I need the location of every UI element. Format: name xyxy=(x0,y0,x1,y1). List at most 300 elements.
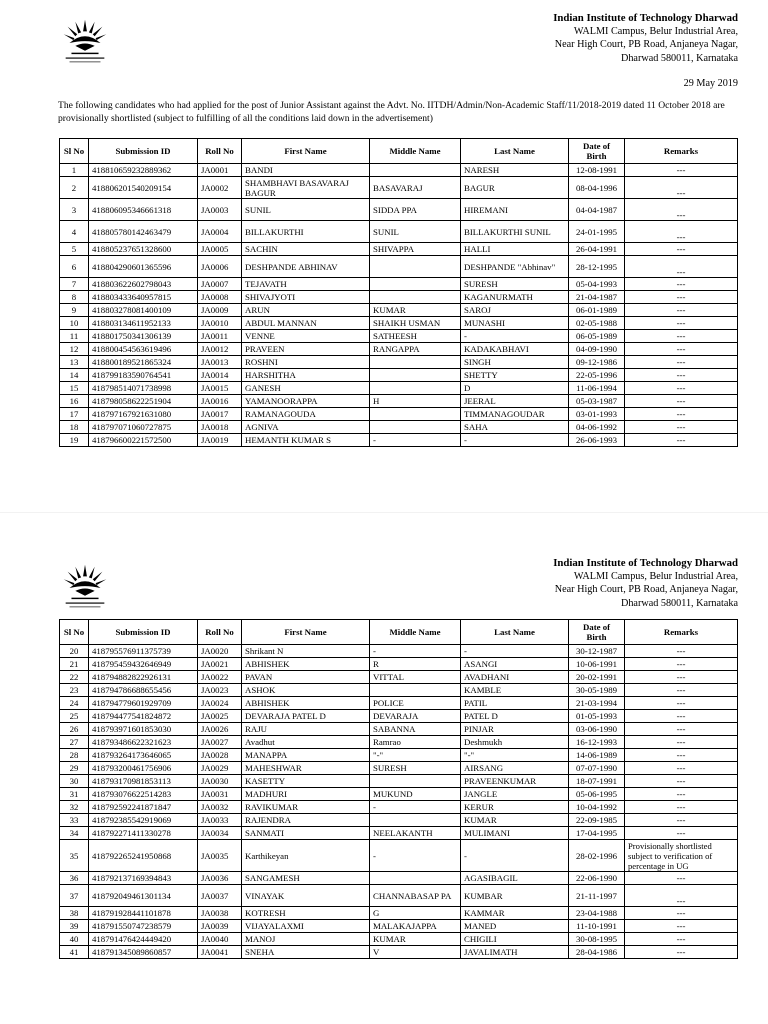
cell-last-name: SAHA xyxy=(461,421,569,434)
cell-middle-name xyxy=(370,421,461,434)
cell-date-of-birth: 28-12-1995 xyxy=(569,256,625,278)
cell-middle-name xyxy=(370,382,461,395)
cell-date-of-birth: 16-12-1993 xyxy=(569,736,625,749)
cell-date-of-birth: 12-08-1991 xyxy=(569,164,625,177)
cell-sl-no: 9 xyxy=(60,304,89,317)
cell-first-name: MAHESHWAR xyxy=(242,762,370,775)
cell-roll-no: JA0038 xyxy=(198,907,242,920)
cell-date-of-birth: 04-09-1990 xyxy=(569,343,625,356)
cell-remarks: --- xyxy=(625,946,738,959)
cell-remarks: --- xyxy=(625,291,738,304)
cell-middle-name: SIDDA PPA xyxy=(370,199,461,221)
cell-roll-no: JA0007 xyxy=(198,278,242,291)
cell-middle-name: V xyxy=(370,946,461,959)
cell-middle-name xyxy=(370,291,461,304)
cell-remarks: --- xyxy=(625,278,738,291)
cell-submission-id: 418803134611952133 xyxy=(89,317,198,330)
cell-remarks: --- xyxy=(625,382,738,395)
cell-first-name: HEMANTH KUMAR S xyxy=(242,434,370,447)
cell-middle-name: RANGAPPA xyxy=(370,343,461,356)
cell-submission-id: 418793486622321623 xyxy=(89,736,198,749)
cell-submission-id: 418806095346661318 xyxy=(89,199,198,221)
cell-last-name: - xyxy=(461,330,569,343)
table-row xyxy=(60,304,738,317)
cell-roll-no: JA0031 xyxy=(198,788,242,801)
cell-submission-id: 418805237651328600 xyxy=(89,243,198,256)
cell-date-of-birth: 26-06-1993 xyxy=(569,434,625,447)
cell-date-of-birth: 21-03-1994 xyxy=(569,697,625,710)
cell-submission-id: 418794779601929709 xyxy=(89,697,198,710)
cell-submission-id: 418803622602798043 xyxy=(89,278,198,291)
column-header-roll-no: Roll No xyxy=(198,620,242,645)
table-row xyxy=(60,736,738,749)
cell-middle-name: BASAVARAJ xyxy=(370,177,461,199)
cell-submission-id: 418791476424449420 xyxy=(89,933,198,946)
table-row xyxy=(60,408,738,421)
table-row xyxy=(60,723,738,736)
column-header-sl-no: Sl No xyxy=(60,139,89,164)
cell-first-name: SHIVAJYOTI xyxy=(242,291,370,304)
cell-date-of-birth: 22-06-1990 xyxy=(569,872,625,885)
cell-submission-id: 418794882822926131 xyxy=(89,671,198,684)
table-row xyxy=(60,658,738,671)
cell-first-name: Karthikeyan xyxy=(242,840,370,872)
cell-middle-name: G xyxy=(370,907,461,920)
table-header-row xyxy=(60,620,738,645)
cell-sl-no: 14 xyxy=(60,369,89,382)
cell-sl-no: 19 xyxy=(60,434,89,447)
cell-last-name: HALLI xyxy=(461,243,569,256)
cell-submission-id: 418795459432646949 xyxy=(89,658,198,671)
table-row xyxy=(60,762,738,775)
table-row xyxy=(60,243,738,256)
cell-first-name: ABHISHEK xyxy=(242,658,370,671)
cell-roll-no: JA0006 xyxy=(198,256,242,278)
cell-sl-no: 15 xyxy=(60,382,89,395)
cell-submission-id: 418800454563619496 xyxy=(89,343,198,356)
table-row xyxy=(60,671,738,684)
cell-remarks: --- xyxy=(625,872,738,885)
cell-sl-no: 6 xyxy=(60,256,89,278)
table-row xyxy=(60,814,738,827)
cell-sl-no: 20 xyxy=(60,645,89,658)
shortlist-table-page-2 xyxy=(59,619,738,959)
cell-remarks: --- xyxy=(625,356,738,369)
cell-sl-no: 23 xyxy=(60,684,89,697)
cell-first-name: RAMANAGOUDA xyxy=(242,408,370,421)
cell-middle-name: SABANNA xyxy=(370,723,461,736)
institute-address-block xyxy=(553,557,738,610)
cell-roll-no: JA0036 xyxy=(198,872,242,885)
iit-dharwad-logo xyxy=(56,559,114,617)
cell-middle-name xyxy=(370,814,461,827)
cell-sl-no: 33 xyxy=(60,814,89,827)
cell-date-of-birth: 02-05-1988 xyxy=(569,317,625,330)
table-row xyxy=(60,920,738,933)
cell-middle-name: H xyxy=(370,395,461,408)
cell-first-name: SNEHA xyxy=(242,946,370,959)
cell-middle-name: KUMAR xyxy=(370,304,461,317)
cell-last-name: AIRSANG xyxy=(461,762,569,775)
cell-sl-no: 24 xyxy=(60,697,89,710)
cell-roll-no: JA0033 xyxy=(198,814,242,827)
cell-sl-no: 21 xyxy=(60,658,89,671)
shortlist-table-page-1 xyxy=(59,138,738,447)
cell-first-name: BANDI xyxy=(242,164,370,177)
cell-middle-name: VITTAL xyxy=(370,671,461,684)
cell-submission-id: 418801750341306139 xyxy=(89,330,198,343)
cell-first-name: ROSHNI xyxy=(242,356,370,369)
cell-remarks: --- xyxy=(625,243,738,256)
table-header-row xyxy=(60,139,738,164)
cell-first-name: DEVARAJA PATEL D xyxy=(242,710,370,723)
cell-first-name: DESHPANDE ABHINAV xyxy=(242,256,370,278)
cell-remarks: Provisionally shortlisted subject to verification of percentage in UG xyxy=(625,840,738,872)
cell-sl-no: 41 xyxy=(60,946,89,959)
cell-first-name: VINAYAK xyxy=(242,885,370,907)
cell-last-name: SURESH xyxy=(461,278,569,291)
cell-last-name: MUNASHI xyxy=(461,317,569,330)
column-header-last-name: Last Name xyxy=(461,620,569,645)
cell-remarks: --- xyxy=(625,330,738,343)
cell-date-of-birth: 01-05-1993 xyxy=(569,710,625,723)
cell-roll-no: JA0008 xyxy=(198,291,242,304)
cell-date-of-birth: 17-04-1995 xyxy=(569,827,625,840)
table-row xyxy=(60,256,738,278)
cell-submission-id: 418803433640957815 xyxy=(89,291,198,304)
cell-middle-name: - xyxy=(370,645,461,658)
cell-sl-no: 27 xyxy=(60,736,89,749)
cell-remarks: --- xyxy=(625,775,738,788)
cell-roll-no: JA0018 xyxy=(198,421,242,434)
cell-date-of-birth: 14-06-1989 xyxy=(569,749,625,762)
cell-sl-no: 37 xyxy=(60,885,89,907)
cell-last-name: JEERAL xyxy=(461,395,569,408)
cell-last-name: MULIMANI xyxy=(461,827,569,840)
cell-remarks: --- xyxy=(625,645,738,658)
cell-first-name: ABDUL MANNAN xyxy=(242,317,370,330)
cell-last-name: - xyxy=(461,434,569,447)
cell-submission-id: 418795576911375739 xyxy=(89,645,198,658)
cell-remarks: --- xyxy=(625,395,738,408)
cell-remarks: --- xyxy=(625,723,738,736)
cell-remarks: --- xyxy=(625,920,738,933)
cell-sl-no: 17 xyxy=(60,408,89,421)
cell-roll-no: JA0009 xyxy=(198,304,242,317)
cell-date-of-birth: 06-01-1989 xyxy=(569,304,625,317)
table-row xyxy=(60,164,738,177)
cell-sl-no: 39 xyxy=(60,920,89,933)
cell-last-name: JANGLE xyxy=(461,788,569,801)
cell-roll-no: JA0010 xyxy=(198,317,242,330)
cell-roll-no: JA0012 xyxy=(198,343,242,356)
cell-submission-id: 418791345089860857 xyxy=(89,946,198,959)
cell-first-name: TEJAVATH xyxy=(242,278,370,291)
cell-submission-id: 418797167921631080 xyxy=(89,408,198,421)
cell-middle-name xyxy=(370,356,461,369)
cell-last-name: PATEL D xyxy=(461,710,569,723)
cell-first-name: SACHIN xyxy=(242,243,370,256)
cell-sl-no: 12 xyxy=(60,343,89,356)
cell-date-of-birth: 30-08-1995 xyxy=(569,933,625,946)
cell-roll-no: JA0016 xyxy=(198,395,242,408)
cell-first-name: GANESH xyxy=(242,382,370,395)
cell-middle-name: - xyxy=(370,840,461,872)
cell-first-name: PAVAN xyxy=(242,671,370,684)
cell-sl-no: 30 xyxy=(60,775,89,788)
table-row xyxy=(60,840,738,872)
cell-remarks: --- xyxy=(625,907,738,920)
document-date: 29 May 2019 xyxy=(683,78,738,89)
cell-middle-name xyxy=(370,408,461,421)
cell-remarks: --- xyxy=(625,933,738,946)
cell-middle-name xyxy=(370,369,461,382)
table-row xyxy=(60,382,738,395)
cell-first-name: ARUN xyxy=(242,304,370,317)
column-header-last-name: Last Name xyxy=(461,139,569,164)
cell-first-name: KASETTY xyxy=(242,775,370,788)
cell-roll-no: JA0029 xyxy=(198,762,242,775)
cell-middle-name: NEELAKANTH xyxy=(370,827,461,840)
cell-date-of-birth: 26-04-1991 xyxy=(569,243,625,256)
cell-last-name: Deshmukh xyxy=(461,736,569,749)
cell-submission-id: 418794477541824872 xyxy=(89,710,198,723)
cell-last-name: ASANGI xyxy=(461,658,569,671)
cell-date-of-birth: 06-05-1989 xyxy=(569,330,625,343)
cell-last-name: CHIGILI xyxy=(461,933,569,946)
institute-name: Indian Institute of Technology Dharwad xyxy=(553,557,738,569)
table-row xyxy=(60,177,738,199)
cell-sl-no: 8 xyxy=(60,291,89,304)
cell-sl-no: 1 xyxy=(60,164,89,177)
column-header-date-of-birth: Date of Birth xyxy=(569,139,625,164)
cell-sl-no: 16 xyxy=(60,395,89,408)
cell-roll-no: JA0028 xyxy=(198,749,242,762)
column-header-first-name: First Name xyxy=(242,620,370,645)
cell-date-of-birth: 28-02-1996 xyxy=(569,840,625,872)
cell-date-of-birth: 28-04-1986 xyxy=(569,946,625,959)
cell-remarks: --- xyxy=(625,221,738,243)
table-row xyxy=(60,872,738,885)
cell-submission-id: 418793200461756906 xyxy=(89,762,198,775)
cell-sl-no: 11 xyxy=(60,330,89,343)
table-row xyxy=(60,788,738,801)
cell-first-name: RAJENDRA xyxy=(242,814,370,827)
address-line: WALMI Campus, Belur Industrial Area, xyxy=(573,571,738,583)
cell-last-name: HIREMANI xyxy=(461,199,569,221)
cell-last-name: KUMAR xyxy=(461,814,569,827)
cell-first-name: KOTRESH xyxy=(242,907,370,920)
cell-roll-no: JA0040 xyxy=(198,933,242,946)
cell-middle-name: SURESH xyxy=(370,762,461,775)
table-row xyxy=(60,343,738,356)
cell-sl-no: 36 xyxy=(60,872,89,885)
cell-last-name: KADAKABHAVI xyxy=(461,343,569,356)
cell-date-of-birth: 22-05-1996 xyxy=(569,369,625,382)
cell-remarks: --- xyxy=(625,177,738,199)
cell-last-name: - xyxy=(461,645,569,658)
cell-submission-id: 418792271411330278 xyxy=(89,827,198,840)
column-header-middle-name: Middle Name xyxy=(370,620,461,645)
cell-remarks: --- xyxy=(625,814,738,827)
cell-middle-name: R xyxy=(370,658,461,671)
cell-date-of-birth: 10-04-1992 xyxy=(569,801,625,814)
cell-submission-id: 418791928441101878 xyxy=(89,907,198,920)
cell-submission-id: 418792265241950868 xyxy=(89,840,198,872)
cell-middle-name xyxy=(370,256,461,278)
cell-remarks: --- xyxy=(625,434,738,447)
table-row xyxy=(60,684,738,697)
cell-submission-id: 418798058622251904 xyxy=(89,395,198,408)
cell-sl-no: 40 xyxy=(60,933,89,946)
cell-date-of-birth: 30-12-1987 xyxy=(569,645,625,658)
cell-date-of-birth: 18-07-1991 xyxy=(569,775,625,788)
cell-middle-name xyxy=(370,872,461,885)
cell-date-of-birth: 11-10-1991 xyxy=(569,920,625,933)
cell-middle-name: POLICE xyxy=(370,697,461,710)
cell-submission-id: 418792049461301134 xyxy=(89,885,198,907)
cell-last-name: KAGANURMATH xyxy=(461,291,569,304)
cell-middle-name: Ramrao xyxy=(370,736,461,749)
table-row xyxy=(60,278,738,291)
cell-remarks: --- xyxy=(625,788,738,801)
cell-middle-name: SHAIKH USMAN xyxy=(370,317,461,330)
cell-first-name: Avadhut xyxy=(242,736,370,749)
cell-last-name: D xyxy=(461,382,569,395)
cell-sl-no: 32 xyxy=(60,801,89,814)
cell-roll-no: JA0015 xyxy=(198,382,242,395)
column-header-middle-name: Middle Name xyxy=(370,139,461,164)
cell-submission-id: 418793264173646065 xyxy=(89,749,198,762)
cell-sl-no: 31 xyxy=(60,788,89,801)
cell-roll-no: JA0021 xyxy=(198,658,242,671)
institute-name: Indian Institute of Technology Dharwad xyxy=(553,12,738,24)
table-row xyxy=(60,907,738,920)
cell-last-name: SHETTY xyxy=(461,369,569,382)
cell-roll-no: JA0034 xyxy=(198,827,242,840)
cell-sl-no: 7 xyxy=(60,278,89,291)
cell-date-of-birth: 21-11-1997 xyxy=(569,885,625,907)
cell-submission-id: 418791550747238579 xyxy=(89,920,198,933)
cell-sl-no: 34 xyxy=(60,827,89,840)
column-header-remarks: Remarks xyxy=(625,620,738,645)
cell-roll-no: JA0037 xyxy=(198,885,242,907)
cell-remarks: --- xyxy=(625,343,738,356)
cell-date-of-birth: 30-05-1989 xyxy=(569,684,625,697)
cell-middle-name: CHANNABASAP PA xyxy=(370,885,461,907)
table-row xyxy=(60,369,738,382)
cell-roll-no: JA0023 xyxy=(198,684,242,697)
table-row xyxy=(60,199,738,221)
cell-sl-no: 3 xyxy=(60,199,89,221)
cell-sl-no: 29 xyxy=(60,762,89,775)
intro-paragraph: The following candidates who had applied for the post of Junior Assistant against the Advt. No. IITDH/Admin/Non-Academic Staff/11/2018-2019 dated 11 October 2018 are provisionally shortlisted (subject to fulfilling of all the conditions laid down in the advertisement) xyxy=(58,100,725,124)
cell-date-of-birth: 11-06-1994 xyxy=(569,382,625,395)
table-row xyxy=(60,749,738,762)
table-row xyxy=(60,291,738,304)
cell-last-name: PRAVEENKUMAR xyxy=(461,775,569,788)
cell-date-of-birth: 05-03-1987 xyxy=(569,395,625,408)
cell-last-name: KUMBAR xyxy=(461,885,569,907)
column-header-roll-no: Roll No xyxy=(198,139,242,164)
cell-middle-name xyxy=(370,775,461,788)
column-header-submission-id: Submission ID xyxy=(89,620,198,645)
cell-first-name: SANGAMESH xyxy=(242,872,370,885)
cell-submission-id: 418797071060727875 xyxy=(89,421,198,434)
cell-date-of-birth: 05-04-1993 xyxy=(569,278,625,291)
cell-last-name: "-" xyxy=(461,749,569,762)
cell-middle-name xyxy=(370,278,461,291)
cell-date-of-birth: 23-04-1988 xyxy=(569,907,625,920)
cell-first-name: ABHISHEK xyxy=(242,697,370,710)
cell-last-name: KAMMAR xyxy=(461,907,569,920)
cell-roll-no: JA0001 xyxy=(198,164,242,177)
cell-roll-no: JA0020 xyxy=(198,645,242,658)
cell-submission-id: 418793076622514283 xyxy=(89,788,198,801)
cell-last-name: SINGH xyxy=(461,356,569,369)
cell-sl-no: 38 xyxy=(60,907,89,920)
cell-submission-id: 418792385542919069 xyxy=(89,814,198,827)
cell-submission-id: 418794786688655456 xyxy=(89,684,198,697)
cell-first-name: RAJU xyxy=(242,723,370,736)
cell-first-name: Shrikant N xyxy=(242,645,370,658)
cell-roll-no: JA0026 xyxy=(198,723,242,736)
cell-first-name: BILLAKURTHI xyxy=(242,221,370,243)
cell-remarks: --- xyxy=(625,658,738,671)
cell-sl-no: 10 xyxy=(60,317,89,330)
table-row xyxy=(60,330,738,343)
cell-last-name: JAVALIMATH xyxy=(461,946,569,959)
table-row xyxy=(60,710,738,723)
cell-date-of-birth: 03-01-1993 xyxy=(569,408,625,421)
institute-address-block xyxy=(553,12,738,65)
cell-remarks: --- xyxy=(625,710,738,723)
cell-remarks: --- xyxy=(625,408,738,421)
cell-middle-name: "-" xyxy=(370,749,461,762)
cell-last-name: BAGUR xyxy=(461,177,569,199)
cell-first-name: SUNIL xyxy=(242,199,370,221)
cell-submission-id: 418799183590764541 xyxy=(89,369,198,382)
cell-last-name: SAROJ xyxy=(461,304,569,317)
cell-date-of-birth: 10-06-1991 xyxy=(569,658,625,671)
cell-sl-no: 18 xyxy=(60,421,89,434)
column-header-remarks: Remarks xyxy=(625,139,738,164)
cell-middle-name xyxy=(370,684,461,697)
cell-remarks: --- xyxy=(625,421,738,434)
cell-last-name: AVADHANI xyxy=(461,671,569,684)
cell-roll-no: JA0005 xyxy=(198,243,242,256)
cell-roll-no: JA0014 xyxy=(198,369,242,382)
cell-remarks: --- xyxy=(625,369,738,382)
cell-roll-no: JA0003 xyxy=(198,199,242,221)
cell-middle-name: SHIVAPPA xyxy=(370,243,461,256)
cell-first-name: HARSHITHA xyxy=(242,369,370,382)
cell-submission-id: 418793971601853030 xyxy=(89,723,198,736)
cell-last-name: AGASIBAGIL xyxy=(461,872,569,885)
cell-submission-id: 418798514071738998 xyxy=(89,382,198,395)
address-line: Near High Court, PB Road, Anjaneya Nagar, xyxy=(554,39,738,51)
cell-date-of-birth: 04-06-1992 xyxy=(569,421,625,434)
cell-middle-name: SUNIL xyxy=(370,221,461,243)
table-row xyxy=(60,434,738,447)
cell-first-name: AGNIVA xyxy=(242,421,370,434)
cell-submission-id: 418810659232889362 xyxy=(89,164,198,177)
table-row xyxy=(60,885,738,907)
cell-first-name: SHAMBHAVI BASAVARAJ BAGUR xyxy=(242,177,370,199)
cell-sl-no: 35 xyxy=(60,840,89,872)
cell-first-name: PRAVEEN xyxy=(242,343,370,356)
cell-date-of-birth: 21-04-1987 xyxy=(569,291,625,304)
